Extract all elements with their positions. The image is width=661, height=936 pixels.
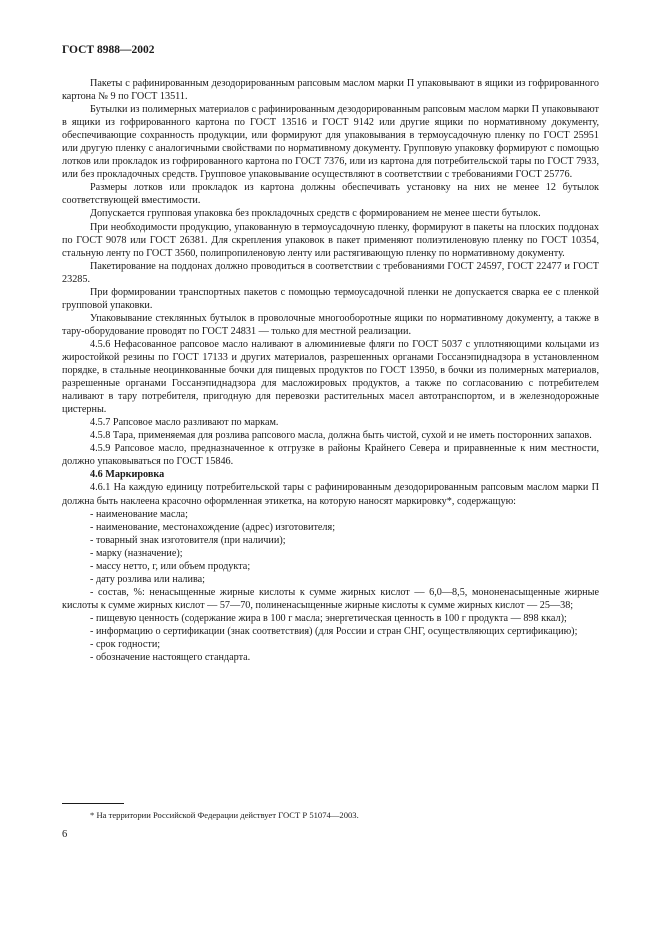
marking-list-item: - марку (назначение);	[90, 547, 183, 559]
paragraph-palletizing: Пакетирование на поддонах должно проводиться в соответствии с требованиями ГОСТ 24597, ГОСТ 22477 и ГОСТ 23285.	[62, 260, 599, 285]
section-title-marking: 4.6 Маркировка	[90, 469, 165, 481]
marking-list-item: - массу нетто, г, или объем продукта;	[90, 560, 251, 572]
paragraph-4-5-7: 4.5.7 Рапсовое масло разливают по маркам.	[90, 417, 279, 429]
paragraph-pallets: При необходимости продукцию, упакованную в термоусадочную пленку, формируют в пакеты на плоских поддонах по ГОСТ 9078 или ГОСТ 26381. Для скрепления упаковок в пакет применяют полиэтиленовую пленку по ГОСТ 10354, стальную ленту по ГОСТ 3560, полипропиленовую ленту или растягивающую пленку по нормативному документу.	[62, 221, 599, 259]
paragraph-4-5-6: 4.5.6 Нефасованное рапсовое масло наливают в алюминиевые фляги по ГОСТ 5037 с уплотняющими кольцами из жиростойкой резины по ГОСТ 17133 и других материалов, разрешенных органами Госсанэпиднадзора в установленном порядке, в стальные неоцинкованные бочки для пищевых продуктов по ГОСТ 13950, в бочки из полимерных материалов, разрешенные органами Госсанэпиднадзора для масложировых продуктов, а также по согласованию с потребителем наливают в тару потребителя, пригодную для перевозки растительных масел автотранспортом, и в железнодорожные цистерны.	[62, 338, 599, 416]
paragraph-4-5-8: 4.5.8 Тара, применяемая для розлива рапсового масла, должна быть чистой, сухой и не иметь посторонних запахов.	[90, 430, 592, 442]
page-number: 6	[62, 829, 68, 840]
marking-list-item: - состав, %: ненасыщенные жирные кислоты к сумме жирных кислот — 6,0—8,5, мононенасыщенные жирные кислоты к сумме жирных кислот — 57—70, полиненасыщенные жирные кислоты к сумме жирных кислот — 25—38;	[62, 586, 599, 611]
marking-list-item: - дату розлива или налива;	[90, 573, 205, 585]
paragraph-group-packing: Допускается групповая упаковка без прокладочных средств с формированием не менее шести бутылок.	[90, 208, 541, 220]
marking-list-item: - наименование, местонахождение (адрес) изготовителя;	[90, 521, 336, 533]
footnote: * На территории Российской Федерации действует ГОСТ Р 51074—2003.	[90, 810, 359, 820]
paragraph-tray-size: Размеры лотков или прокладок из картона должны обеспечивать установку на них не менее 12 бутылок соответствующей вместимости.	[62, 182, 599, 207]
paragraph-transport-packets: При формировании транспортных пакетов с помощью термоусадочной пленки не допускается сварка ее с пленкой групповой упаковки.	[62, 286, 599, 311]
standard-header: ГОСТ 8988—2002	[62, 44, 155, 56]
paragraph-polymer-bottles: Бутылки из полимерных материалов с рафинированным дезодорированным рапсовым маслом марки П упаковывают в ящики из гофрированного картона по ГОСТ 13516 и ГОСТ 9142 или другие ящики по нормативному документу, обеспечивающие сохранность продукции, или формируют для упаковывания в термоусадочную пленку по ГОСТ 25951 или другую пленку с аналогичными свойствами по нормативному документу. Групповую упаковку формируют с помощью лотков или прокладок из гофрированного картона по ГОСТ 7376, или из картона для потребительской тары по ГОСТ 7933, или без прокладочных средств. Групповое упаковывание осуществляют в соответствии с требованиями ГОСТ 25776.	[62, 104, 599, 181]
marking-list-item: - обозначение настоящего стандарта.	[90, 652, 251, 664]
marking-list-item: - информацию о сертификации (знак соответствия) (для России и стран СНГ, осуществляющих сертификацию);	[90, 625, 578, 637]
paragraph-packets: Пакеты с рафинированным дезодорированным рапсовым маслом марки П упаковывают в ящики из гофрированного картона № 9 по ГОСТ 13511.	[62, 78, 599, 103]
footnote-divider	[62, 803, 124, 804]
paragraph-4-6-1: 4.6.1 На каждую единицу потребительской тары с рафинированным дезодорированным рапсовым маслом марки П должна быть наклеена красочно оформленная этикетка, на которую наносят маркировку*, содержащую:	[62, 482, 599, 507]
marking-list-item: - товарный знак изготовителя (при наличии);	[90, 534, 286, 546]
marking-list-item: - пищевую ценность (содержание жира в 100 г масла; энергетическая ценность в 100 г продукта — 898 ккал);	[90, 612, 567, 624]
paragraph-glass-bottles: Упаковывание стеклянных бутылок в проволочные многооборотные ящики по нормативному документу, а также в тару-оборудование проводят по ГОСТ 24831 — только для местной реализации.	[62, 312, 599, 337]
document-body	[62, 77, 599, 664]
marking-list-item: - наименование масла;	[90, 508, 188, 520]
paragraph-4-5-9: 4.5.9 Рапсовое масло, предназначенное к отгрузке в районы Крайнего Севера и приравненные к ним местности, должно упаковываться по ГОСТ 15846.	[62, 443, 599, 468]
marking-list-item: - срок годности;	[90, 639, 161, 651]
